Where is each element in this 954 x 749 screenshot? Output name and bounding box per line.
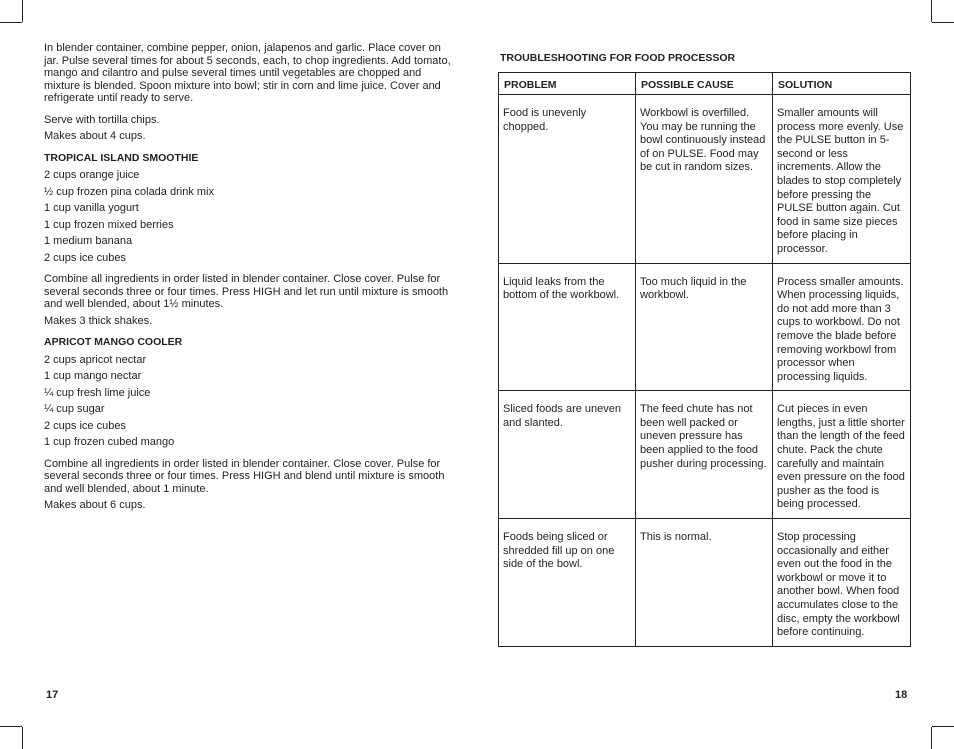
right-page: [498, 52, 910, 647]
ingredient-item: 2 cups orange juice: [44, 169, 140, 181]
cause-cell: The feed chute has not been well packed or uneven pressure has been applied to the food pusher during processing.: [636, 391, 773, 519]
ingredient-item: ¼ cup fresh lime juice: [44, 386, 151, 399]
cause-cell: This is normal.: [636, 519, 773, 647]
ingredient-item: 1 cup frozen cubed mango: [44, 436, 175, 448]
header-problem: PROBLEM: [499, 73, 636, 95]
crop-mark: [932, 22, 954, 23]
ingredient-item: 2 cups apricot nectar: [44, 353, 147, 366]
problem-cell: Liquid leaks from the bottom of the workbowl.: [499, 263, 636, 391]
solution-cell: Process smaller amounts. When processing liquids, do not add more than 3 cups to workbowl. Do not remove the blade before removing workbowl from processor when processing liquids.: [773, 263, 911, 391]
table-row: [499, 391, 911, 519]
troubleshooting-table: [498, 72, 911, 647]
crop-mark: [22, 727, 23, 749]
crop-mark: [22, 0, 23, 22]
ingredient-item: 1 cup vanilla yogurt: [44, 202, 139, 214]
serve-note: Serve with tortilla chips.: [44, 113, 160, 126]
table-row: [499, 519, 911, 647]
header-solution: SOLUTION: [773, 73, 911, 95]
recipe-directions: Combine all ingredients in order listed in blender container. Close cover. Pulse for several seconds three or four times. Press HIGH and blend until mixture is smooth and well blended, about 1 minute.: [44, 457, 445, 495]
recipe-title: TROPICAL ISLAND SMOOTHIE: [44, 151, 199, 164]
crop-mark: [931, 727, 932, 749]
recipe-intro: In blender container, combine pepper, onion, jalapenos and garlic. Place cover on jar. Pulse several times for about 5 seconds, each, to chop ingredients. Add tomato, mango and cilantro and pulse several times until vegetables are chopped and mixture is blended. Spoon mixture into bowl; stir in corn and lime juice. Cover and refrigerate until ready to serve.: [44, 42, 451, 104]
page-number-left: 17: [46, 689, 59, 701]
ingredient-item: 2 cups ice cubes: [44, 419, 126, 432]
makes-note: Makes about 4 cups.: [44, 130, 146, 142]
makes-note: Makes about 6 cups.: [44, 499, 146, 511]
problem-cell: Foods being sliced or shredded fill up on one side of the bowl.: [499, 519, 636, 647]
table-row: [499, 95, 911, 264]
cause-cell: Workbowl is overfilled. You may be running the bowl continuously instead of on PULSE. Food may be cut in random sizes.: [636, 95, 773, 264]
recipe-title: APRICOT MANGO COOLER: [44, 336, 183, 348]
solution-cell: Stop processing occasionally and either even out the food in the workbowl or move it to another bowl. When food accumulates close to the disc, empty the workbowl before continuing.: [773, 519, 911, 647]
table-header-row: [499, 73, 911, 95]
ingredient-item: 1 cup frozen mixed berries: [44, 218, 174, 231]
crop-mark: [932, 726, 954, 727]
ingredient-item: ¼ cup sugar: [44, 403, 105, 415]
ingredient-item: 1 cup mango nectar: [44, 370, 142, 382]
table-row: [499, 263, 911, 391]
solution-cell: Smaller amounts will process more evenly. Use the PULSE button in 5-second or less increments. Allow the blades to stop completely before pressing the PULSE button again. Cut food in same size pieces before placing in processor.: [773, 95, 911, 264]
crop-mark: [0, 22, 22, 23]
problem-cell: Food is unevenly chopped.: [499, 95, 636, 264]
makes-note: Makes 3 thick shakes.: [44, 314, 153, 327]
cause-cell: Too much liquid in the workbowl.: [636, 263, 773, 391]
ingredient-item: 2 cups ice cubes: [44, 251, 126, 264]
ingredient-item: ½ cup frozen pina colada drink mix: [44, 185, 214, 198]
page-number-right: 18: [895, 689, 908, 701]
left-page: [44, 42, 454, 521]
crop-mark: [931, 0, 932, 22]
solution-cell: Cut pieces in even lengths, just a little shorter than the length of the feed chute. Pack the chute carefully and maintain even pressure on the food pusher as the food is being processed.: [773, 391, 911, 519]
recipe-directions: Combine all ingredients in order listed in blender container. Close cover. Pulse for several seconds three or four times. Press HIGH and let run until mixture is smooth and well blended, about 1½ minutes.: [44, 273, 449, 310]
crop-mark: [0, 726, 22, 727]
header-cause: POSSIBLE CAUSE: [636, 73, 773, 95]
table-title: TROUBLESHOOTING FOR FOOD PROCESSOR: [500, 52, 736, 64]
problem-cell: Sliced foods are uneven and slanted.: [499, 391, 636, 519]
ingredient-item: 1 medium banana: [44, 235, 133, 247]
